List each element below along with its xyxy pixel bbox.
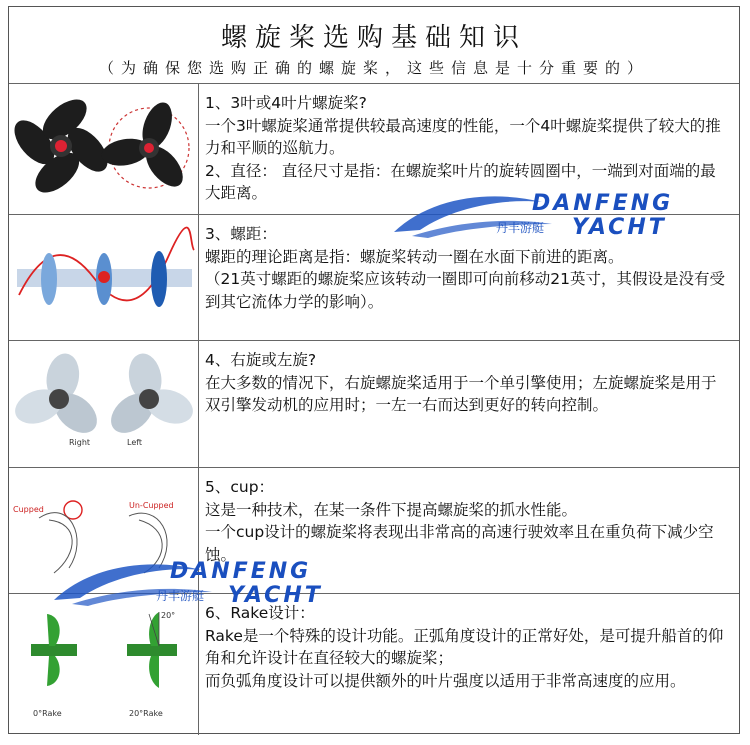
row-paragraph: 而负弧角度设计可以提供额外的叶片强度以适用于非常高速度的应用。 bbox=[205, 671, 686, 690]
twenty-rake-label: 20°Rake bbox=[129, 709, 163, 718]
watermark-cn: 丹丰游艇 bbox=[156, 589, 205, 603]
watermark-logo bbox=[392, 184, 692, 244]
row-heading: 5、cup： bbox=[205, 478, 275, 496]
right-label: Right bbox=[69, 438, 91, 447]
left-hand-propeller-icon bbox=[103, 351, 197, 441]
row-rotation bbox=[9, 340, 739, 467]
row-paragraph: 螺距的理论距离是指：螺旋桨转动一圈在水面下前进的距离。 bbox=[205, 247, 624, 266]
row-paragraph: 2、直径： 直径尺寸是指：在螺旋桨叶片的旋转圆圈中，一端到对面端的最大距离。 bbox=[205, 161, 716, 202]
propeller-photo bbox=[9, 84, 199, 214]
cupped-label: Cupped bbox=[13, 505, 44, 514]
zero-rake-propeller-icon bbox=[31, 614, 77, 686]
page-title: 螺旋桨选购基础知识 bbox=[220, 23, 527, 53]
row-paragraph: （21英寸螺距的螺旋桨应该转动一圈即可向前移动21英寸，其假设是没有受到其它流体力学的影响）。 bbox=[205, 270, 725, 311]
row-text bbox=[205, 602, 731, 692]
uncupped-label: Un-Cupped bbox=[129, 501, 174, 510]
watermark-brand: DANFENG bbox=[532, 191, 674, 216]
row-rake bbox=[9, 593, 739, 735]
row-heading: 1、3叶或4叶片螺旋桨? bbox=[205, 94, 367, 112]
angle-label: 20° bbox=[161, 611, 176, 620]
row-paragraph: Rake是一个特殊的设计功能。正弧角度设计的正常好处，是可提升船首的仰角和允许设计在直径较大的螺旋桨； bbox=[205, 626, 724, 667]
row-paragraph: 在大多数的情况下，右旋螺旋桨适用于一个单引擎使用；左旋螺旋桨是用于双引擎发动机的应用时；一左一右而达到更好的转向控制。 bbox=[205, 373, 717, 414]
row-heading: 3、螺距： bbox=[205, 225, 277, 243]
watermark-cn: 丹丰游艇 bbox=[496, 221, 545, 235]
watermark-logo bbox=[52, 552, 352, 612]
four-blade-propeller-icon bbox=[9, 92, 115, 200]
info-sheet bbox=[8, 6, 740, 734]
zero-rake-label: 0°Rake bbox=[33, 709, 62, 718]
rake-diagram bbox=[9, 594, 199, 735]
rotation-photo bbox=[9, 341, 199, 467]
page-subtitle: （为确保您选购正确的螺旋桨，这些信息是十分重要的） bbox=[98, 59, 649, 77]
three-blade-propeller-icon bbox=[99, 98, 189, 193]
pitch-diagram bbox=[9, 215, 199, 340]
row-paragraph: 一个cup设计的螺旋桨将表现出非常高的高速行驶效率且在重负荷下减少空蚀。 bbox=[205, 523, 714, 564]
row-heading: 4、右旋或左旋? bbox=[205, 351, 317, 369]
watermark-yacht: YACHT bbox=[572, 215, 667, 240]
row-paragraph: 一个3叶螺旋桨通常提供较最高速度的性能，一个4叶螺旋桨提供了较大的推力和平顺的巡航力。 bbox=[205, 116, 721, 157]
watermark-brand: DANFENG bbox=[170, 559, 312, 584]
right-hand-propeller-icon bbox=[10, 351, 104, 441]
watermark-yacht: YACHT bbox=[228, 583, 323, 608]
twenty-rake-propeller-icon bbox=[127, 612, 177, 688]
left-label: Left bbox=[127, 438, 143, 447]
row-heading: 6、Rake设计： bbox=[205, 604, 315, 622]
row-paragraph: 这是一种技术，在某一条件下提高螺旋桨的抓水性能。 bbox=[205, 500, 578, 519]
row-text bbox=[205, 349, 731, 417]
